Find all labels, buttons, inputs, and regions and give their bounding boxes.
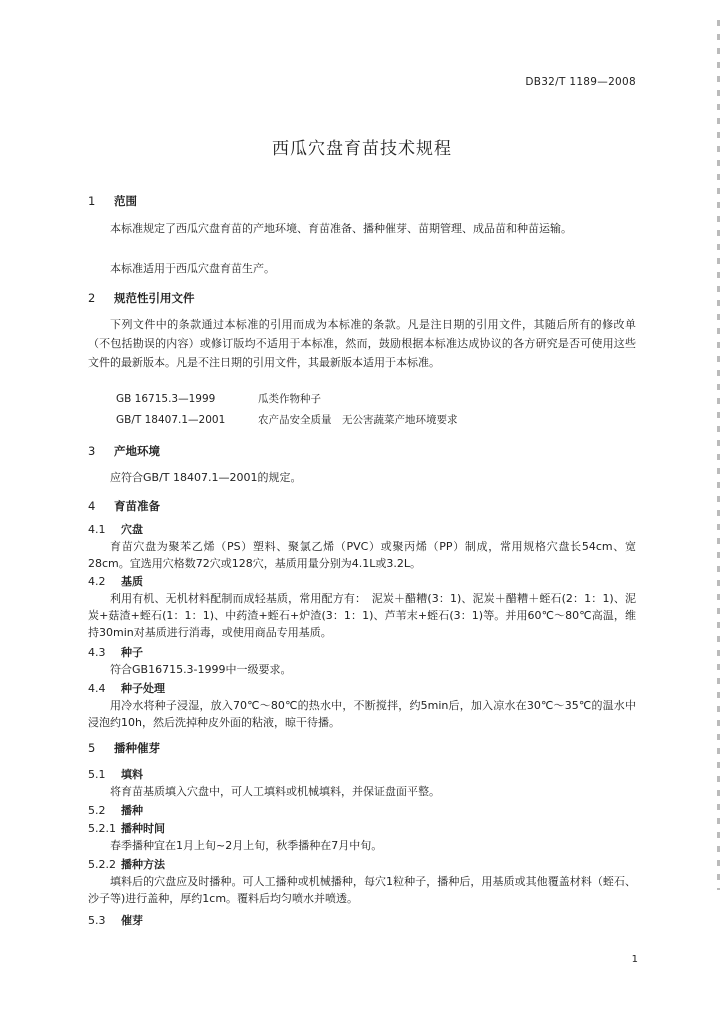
section-2-paragraph: 下列文件中的条款通过本标准的引用而成为本标准的条款。凡是注日期的引用文件，其随后所有的修改单（不包括勘误的内容）或修订版均不适用于本标准，然而，鼓励根据本标准达成协议的各方研究是否可使用这些文件的最新版本。凡是不注日期的引用文件，其最新版本适用于本标准。 xyxy=(88,318,636,369)
standard-number: DB32/T 1189—2008 xyxy=(525,76,636,88)
section-number: 1 xyxy=(88,194,96,208)
section-1-heading xyxy=(88,193,636,209)
subsection-5-1-paragraph: 将育苗基质填入穴盘中，可人工填料或机械填料，并保证盘面平整。 xyxy=(110,785,440,798)
subsection-title: 催芽 xyxy=(121,914,143,927)
reference-item xyxy=(88,391,664,406)
section-title: 范围 xyxy=(114,194,137,208)
subsection-4-2-heading xyxy=(88,573,636,589)
subsection-title: 填料 xyxy=(121,768,143,781)
subsection-4-3-heading xyxy=(88,644,636,660)
subsection-5-2-2-heading xyxy=(88,856,636,872)
subsection-title: 穴盘 xyxy=(121,523,143,536)
subsection-title: 种子 xyxy=(121,646,143,659)
subsection-5-1-heading xyxy=(88,766,636,782)
subsection-number: 5.1 xyxy=(88,768,106,781)
subsection-number: 5.3 xyxy=(88,914,106,927)
section-1-paragraph-2: 本标准适用于西瓜穴盘育苗生产。 xyxy=(110,262,275,275)
subsection-5-2-2-paragraph: 填料后的穴盘应及时播种。可人工播种或机械播种，每穴1粒种子，播种后，用基质或其他覆盖材料（蛭石、沙子等)进行盖种，厚约1cm。覆料后均匀喷水并喷透。 xyxy=(88,875,636,905)
subsection-title: 播种方法 xyxy=(121,858,165,871)
section-3-paragraph: 应符合GB/T 18407.1—2001的规定。 xyxy=(110,471,302,484)
subsection-title: 种子处理 xyxy=(121,682,165,695)
subsection-4-4-heading xyxy=(88,680,636,696)
subsection-5-3-heading xyxy=(88,912,636,928)
reference-name: 农产品安全质量 无公害蔬菜产地环境要求 xyxy=(258,414,458,426)
reference-code: GB 16715.3—1999 xyxy=(116,393,216,405)
subsection-number: 4.2 xyxy=(88,575,106,588)
section-1-paragraph-1: 本标准规定了西瓜穴盘育苗的产地环境、育苗准备、播种催芽、苗期管理、成品苗和种苗运输。 xyxy=(110,222,572,235)
subsection-4-1-heading xyxy=(88,521,636,537)
section-5-heading xyxy=(88,740,636,756)
section-4-heading xyxy=(88,498,636,514)
subsection-number: 4.4 xyxy=(88,682,106,695)
subsection-4-3-paragraph: 符合GB16715.3-1999中一级要求。 xyxy=(110,663,292,676)
section-title: 产地环境 xyxy=(114,444,160,458)
section-number: 2 xyxy=(88,291,96,305)
section-title: 播种催芽 xyxy=(114,741,160,755)
section-title: 规范性引用文件 xyxy=(114,291,195,305)
section-2-heading xyxy=(88,290,636,306)
subsection-number: 5.2 xyxy=(88,804,106,817)
subsection-number: 4.3 xyxy=(88,646,106,659)
subsection-4-1-paragraph: 育苗穴盘为聚苯乙烯（PS）塑料、聚氯乙烯（PVC）或聚丙烯（PP）制成，常用规格穴盘长54cm、宽28cm。宜选用穴格数72穴或128穴，基质用量分别为4.1L或3.2L。 xyxy=(88,540,636,570)
subsection-title: 播种 xyxy=(121,804,143,817)
subsection-number: 5.2.1 xyxy=(88,822,116,835)
reference-name: 瓜类作物种子 xyxy=(258,393,321,405)
reference-code: GB/T 18407.1—2001 xyxy=(116,414,226,426)
subsection-4-4-paragraph: 用冷水将种子浸湿，放入70℃～80℃的热水中，不断搅拌，约5min后，加入凉水在30℃～35℃的温水中浸泡约10h，然后洗掉种皮外面的粘液，晾干待播。 xyxy=(88,699,636,729)
page-number: 1 xyxy=(631,954,638,965)
section-3-heading xyxy=(88,443,636,459)
section-number: 5 xyxy=(88,741,96,755)
subsection-title: 播种时间 xyxy=(121,822,165,835)
section-number: 4 xyxy=(88,499,96,513)
subsection-4-2-paragraph: 利用有机、无机材料配制而成轻基质，常用配方有： 泥炭＋醋糟(3：1)、泥炭＋醋糟＋蛭石(2：1：1)、泥炭+菇渣+蛭石(1：1：1)、中药渣+蛭石+炉渣(3：1：1)、芦苇末+蛭石(3：1)等。并用60℃～80℃高温，维持30min对基质进行消毒，或使用商品专用基质。 xyxy=(88,592,636,639)
subsection-5-2-1-paragraph: 春季播种宜在1月上旬~2月上旬，秋季播种在7月中旬。 xyxy=(110,839,383,852)
section-number: 3 xyxy=(88,444,96,458)
reference-item xyxy=(88,412,664,427)
section-title: 育苗准备 xyxy=(114,499,160,513)
subsection-5-2-1-heading xyxy=(88,820,636,836)
subsection-title: 基质 xyxy=(121,575,143,588)
subsection-number: 5.2.2 xyxy=(88,858,116,871)
subsection-number: 4.1 xyxy=(88,523,106,536)
subsection-5-2-heading xyxy=(88,802,636,818)
document-title: 西瓜穴盘育苗技术规程 xyxy=(272,139,452,159)
